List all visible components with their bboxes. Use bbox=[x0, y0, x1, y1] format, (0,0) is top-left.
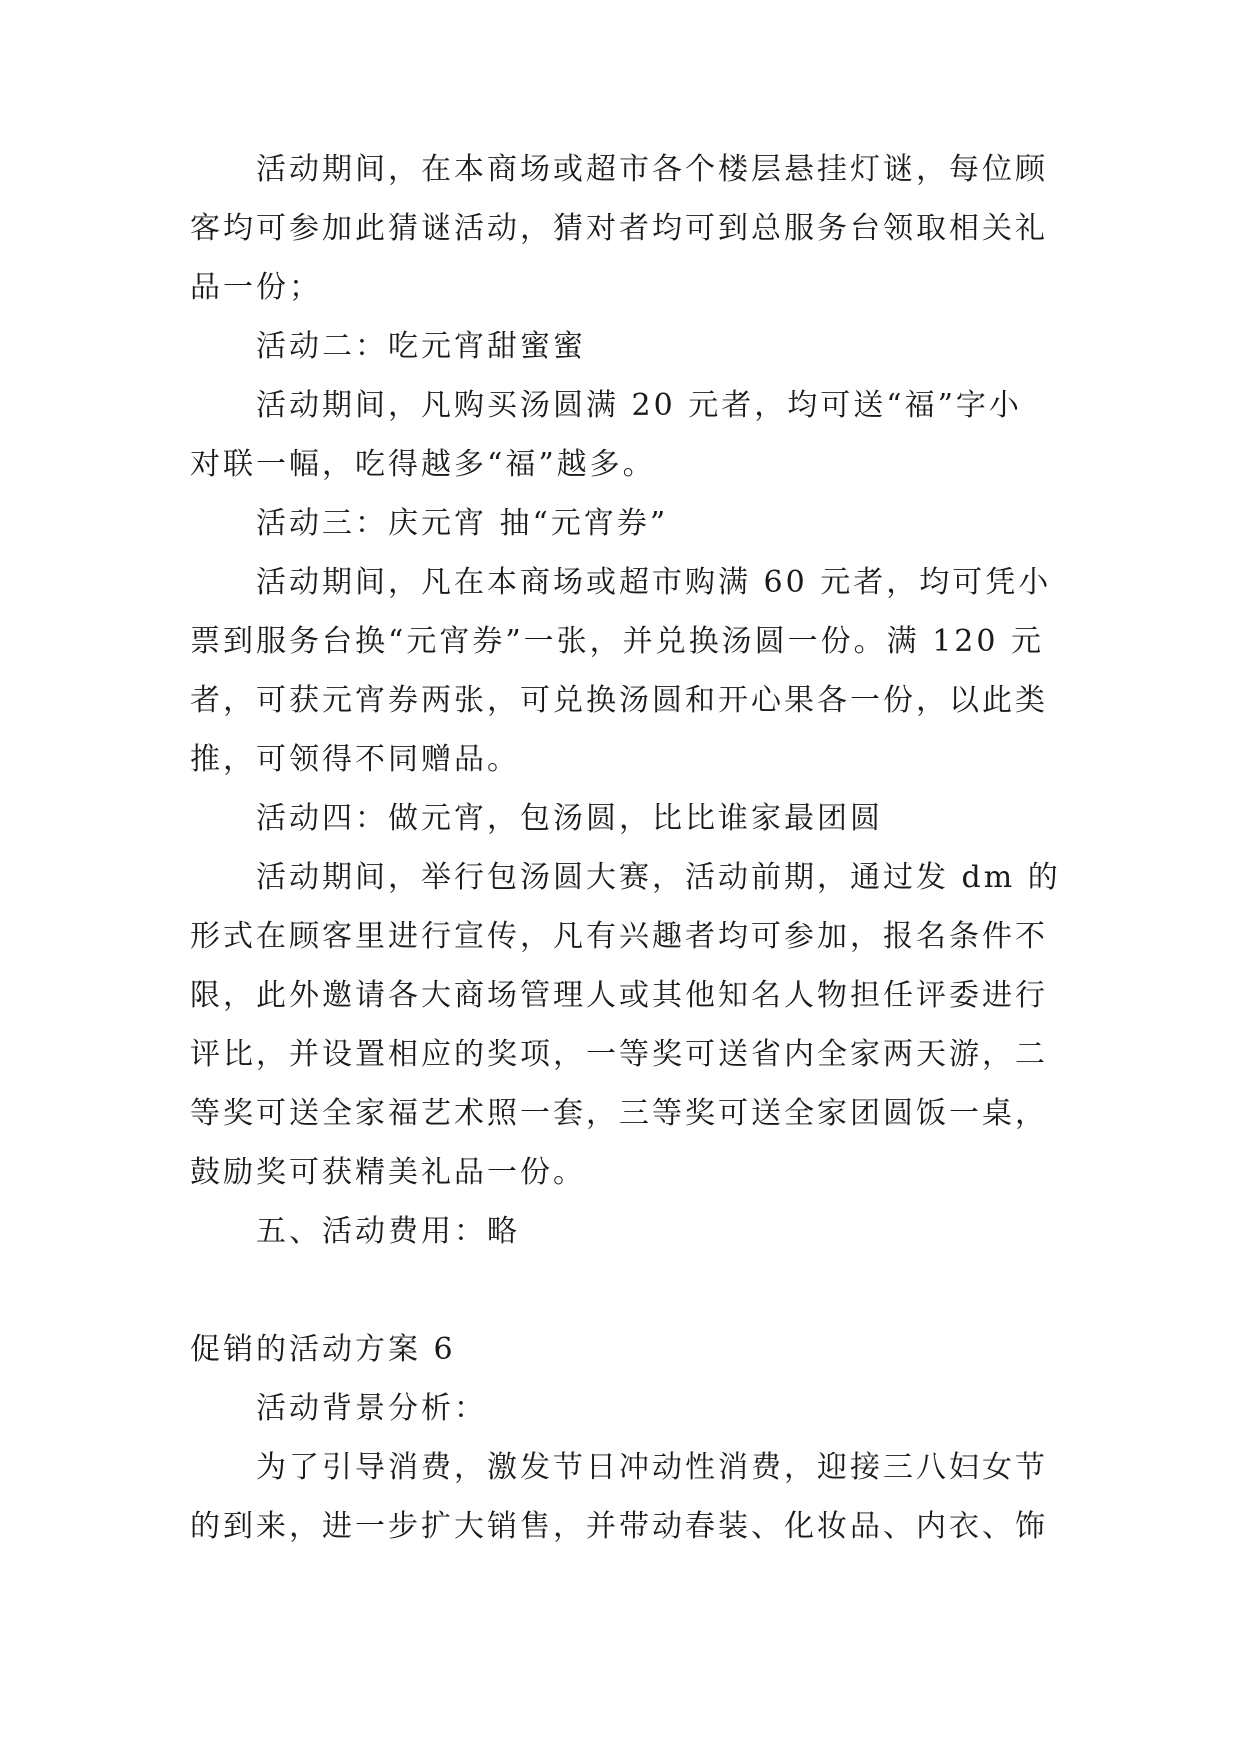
document-title: 促销的活动方案 6 bbox=[190, 1332, 456, 1367]
paragraph-line: 活动期间，凡购买汤圆满 20 元者，均可送“福”字小 bbox=[256, 388, 1022, 423]
paragraph-line: 推，可领得不同赠品。 bbox=[190, 742, 520, 777]
paragraph-line: 客均可参加此猜谜活动，猜对者均可到总服务台领取相关礼 bbox=[190, 211, 1048, 246]
paragraph-line: 的到来，进一步扩大销售，并带动春装、化妆品、内衣、饰 bbox=[190, 1509, 1048, 1544]
paragraph-line: 活动期间，凡在本商场或超市购满 60 元者，均可凭小 bbox=[256, 565, 1052, 600]
paragraph-line: 活动期间，在本商场或超市各个楼层悬挂灯谜，每位顾 bbox=[256, 152, 1048, 187]
paragraph-line: 等奖可送全家福艺术照一套，三等奖可送全家团圆饭一桌， bbox=[190, 1096, 1048, 1131]
section-heading: 活动四：做元宵，包汤圆，比比谁家最团圆 bbox=[256, 801, 883, 836]
paragraph-line: 对联一幅，吃得越多“福”越多。 bbox=[190, 447, 656, 482]
section-heading: 五、活动费用：略 bbox=[256, 1214, 520, 1249]
paragraph-line: 票到服务台换“元宵券”一张，并兑换汤圆一份。满 120 元 bbox=[190, 624, 1045, 659]
paragraph-line: 活动期间，举行包汤圆大赛，活动前期，通过发 dm 的 bbox=[256, 860, 1061, 895]
paragraph-line: 形式在顾客里进行宣传，凡有兴趣者均可参加，报名条件不 bbox=[190, 919, 1048, 954]
section-heading: 活动三：庆元宵 抽“元宵券” bbox=[256, 506, 669, 541]
paragraph-line: 限，此外邀请各大商场管理人或其他知名人物担任评委进行 bbox=[190, 978, 1048, 1013]
paragraph-line: 鼓励奖可获精美礼品一份。 bbox=[190, 1155, 586, 1190]
paragraph-line: 者，可获元宵券两张，可兑换汤圆和开心果各一份，以此类 bbox=[190, 683, 1048, 718]
paragraph-line: 为了引导消费，激发节日冲动性消费，迎接三八妇女节 bbox=[256, 1450, 1048, 1485]
paragraph-line: 评比，并设置相应的奖项，一等奖可送省内全家两天游，二 bbox=[190, 1037, 1048, 1072]
section-heading: 活动背景分析： bbox=[256, 1391, 487, 1426]
paragraph-line: 品一份； bbox=[190, 270, 322, 305]
section-heading: 活动二：吃元宵甜蜜蜜 bbox=[256, 329, 586, 364]
